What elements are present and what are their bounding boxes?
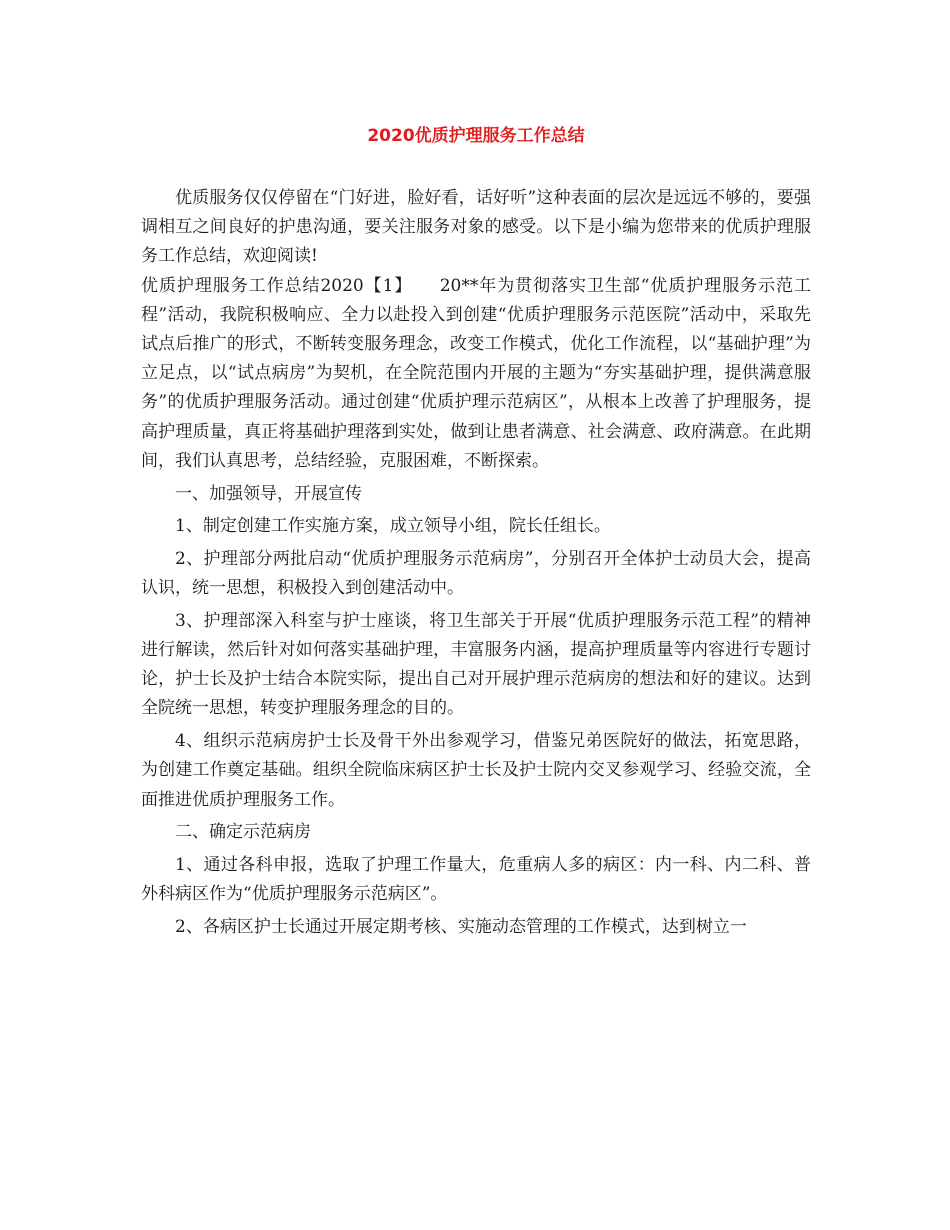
section-heading-1: 一、加强领导，开展宣传: [175, 483, 362, 504]
paragraph-summary-1: 优质护理服务工作总结2020【1】 20**年为贯彻落实卫生部“优质护理服务示范工程”活动，我院积极响应、全力以赴投入到创建“优质护理服务示范医院”活动中，采取先试点后推广的形式，不断转变服务理念，改变工作模式，优化工作流程，以“基础护理”为立足点，以“试点病房”为契机，在全院范围内开展的主题为“夯实基础护理，提供满意服务”的优质护理服务活动。通过创建“优质护理示范病区”，从根本上改善了护理服务，提高护理质量，真正将基础护理落到实处，做到让患者满意、社会满意、政府满意。在此期间，我们认真思考，总结经验，克服困难，不断探索。: [141, 275, 811, 471]
paragraph-intro: 优质服务仅仅停留在“门好进，脸好看，话好听”这种表面的层次是远远不够的，要强调相互之间良好的护患沟通，要关注服务对象的感受。以下是小编为您带来的优质护理服务工作总结，欢迎阅读!: [141, 188, 811, 267]
document-title: 2020优质护理服务工作总结: [367, 126, 585, 146]
document-body: [141, 184, 811, 942]
list-item: 1、制定创建工作实施方案，成立领导小组，院长任组长。: [175, 516, 611, 537]
list-item: 4、组织示范病房护士长及骨干外出参观学习，借鉴兄弟医院好的做法，拓宽思路，为创建工作奠定基础。组织全院临床病区护士长及护士院内交叉参观学习、经验交流，全面推进优质护理服务工作。: [141, 731, 811, 810]
list-item: 2、护理部分两批启动“优质护理服务示范病房”，分别召开全体护士动员大会，提高认识，统一思想，积极投入到创建活动中。: [141, 548, 811, 599]
list-item: 3、护理部深入科室与护士座谈，将卫生部关于开展“优质护理服务示范工程”的精神进行解读，然后针对如何落实基础护理，丰富服务内涵，提高护理质量等内容进行专题讨论，护士长及护士结合本院实际，提出自己对开展护理示范病房的想法和好的建议。达到全院统一思想，转变护理服务理念的目的。: [141, 610, 811, 719]
section-heading-2: 二、确定示范病房: [175, 822, 311, 843]
list-item: 2、各病区护士长通过开展定期考核、实施动态管理的工作模式，达到树立一: [175, 916, 747, 937]
document-page: [141, 0, 811, 942]
list-item: 1、通过各科申报，选取了护理工作量大，危重病人多的病区：内一科、内二科、普外科病区作为“优质护理服务示范病区”。: [141, 854, 811, 905]
